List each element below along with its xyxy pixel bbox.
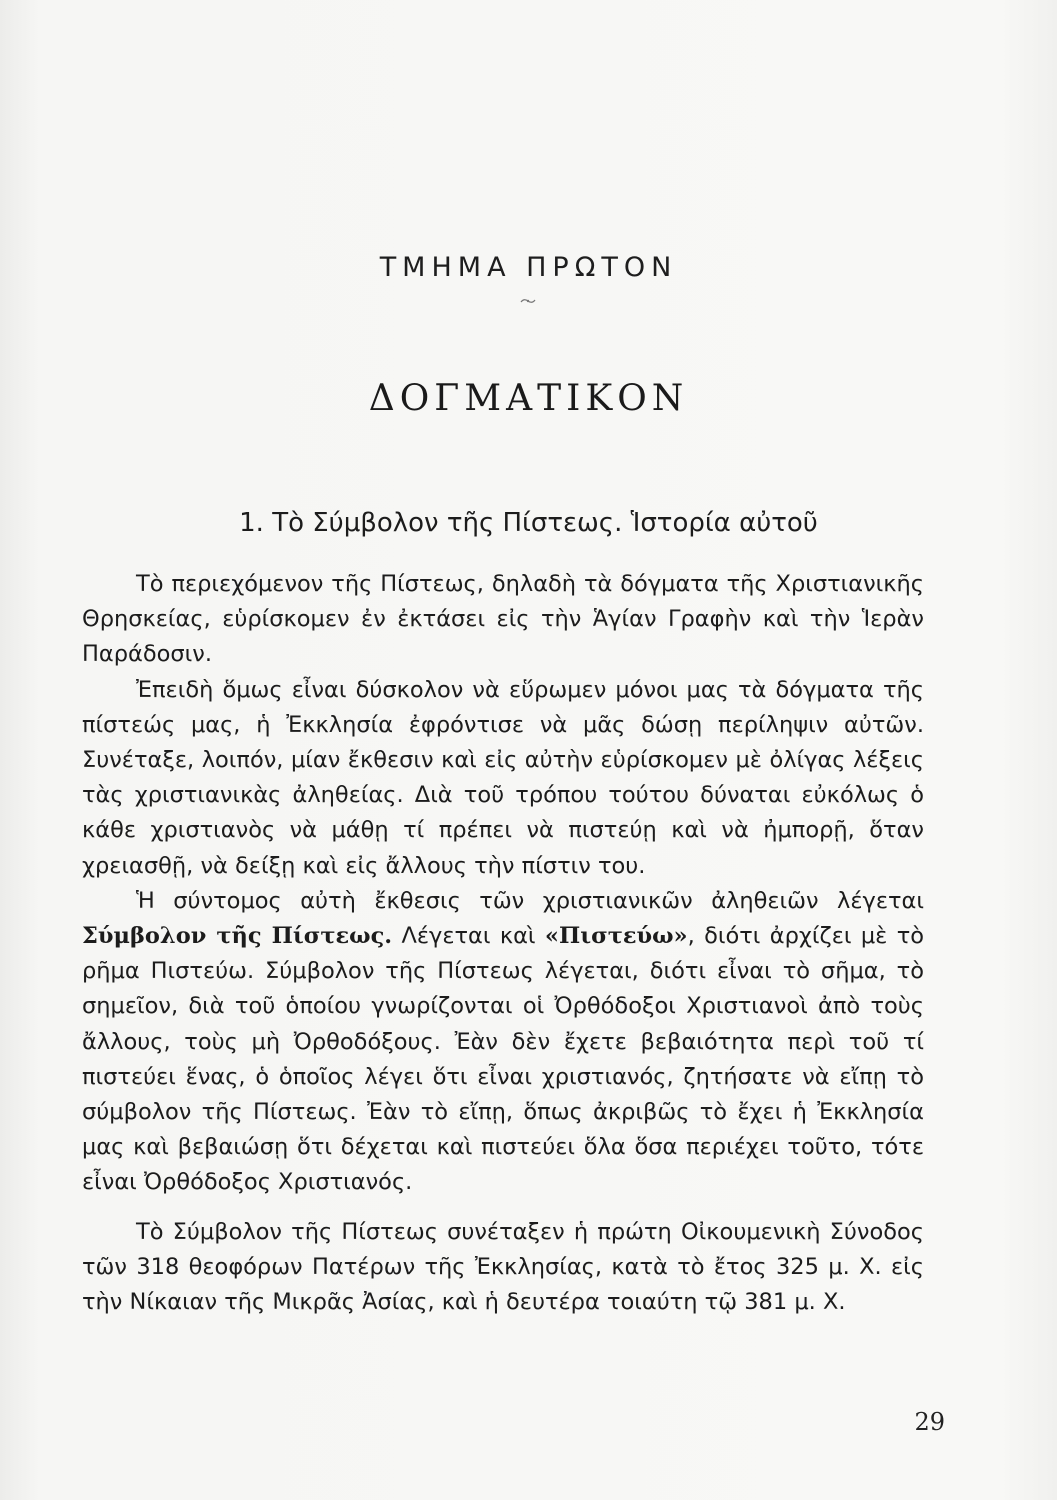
paragraph-3-mid: Λέγεται καὶ [392,923,545,950]
part-title: ΔΟΓΜΑΤΙΚΟΝ [368,378,689,419]
paragraph-3-end: , διότι ἀρχίζει μὲ τὸ ρῆμα Πιστεύω. Σύμβολον τῆς Πίστεως λέγεται, διότι εἶναι τὸ σῆμα, τὸ σημεῖον, διὰ τοῦ ὁποίου γνωρίζονται οἱ Ὀρθόδοξοι Χριστιανοὶ ἀπὸ τοὺς ἄλλους, τοὺς μὴ Ὀρθοδόξους. Ἐὰν δὲν ἔχετε βεβαιότητα περὶ τοῦ τί πιστεύει ἕνας, ὁ ὁποῖος λέγει ὅτι εἶναι χριστιανός, ζητήσατε νὰ εἴπῃ τὸ σύμβολον τῆς Πίστεως. Ἐὰν τὸ εἴπῃ, ὅπως ἀκριβῶς τὸ ἔχει ἡ Ἐκκλησία μας καὶ βεβαιώσῃ ὅτι δέχεται καὶ πιστεύει ὅλα ὅσα περιέχει τοῦτο, τότε εἶναι Ὀρθόδοξος Χριστιανός. [82,923,925,1196]
chapter-title: 1. Τὸ Σύμβολον τῆς Πίστεως. Ἱστορία αὐτοῦ [239,508,818,538]
body-text [82,567,924,1320]
paragraph-3 [82,884,924,1201]
paragraph-1: Τὸ περιεχόμενον τῆς Πίστεως, δηλαδὴ τὰ δόγματα τῆς Χριστιανικῆς Θρησκείας, εὑρίσκομεν ἐν ἐκτάσει εἰς τὴν Ἁγίαν Γραφὴν καὶ τὴν Ἱερὰν Παράδοσιν. [82,571,924,668]
paragraph-4: Τὸ Σύμβολον τῆς Πίστεως συνέταξεν ἡ πρώτη Οἰκουμενικὴ Σύνοδος τῶν 318 θεοφόρων Πατέρων τῆς Ἐκκλησίας, κατὰ τὸ ἔτος 325 μ. Χ. εἰς τὴν Νίκαιαν τῆς Μικρᾶς Ἀσίας, καὶ ἡ δευτέρα τοιαύτη τῷ 381 μ. Χ. [82,1218,924,1316]
page-number: 29 [914,1408,945,1436]
term-pisteuo: «Πιστεύω» [544,923,688,950]
paragraph-3-start: Ἡ σύντομος αὐτὴ ἔκθεσις τῶν χριστιανικῶν ἀληθειῶν λέγεται [136,887,924,914]
section-label: ΤΜΗΜΑ ΠΡΩΤΟΝ [379,252,678,283]
paragraph-2: Ἐπειδὴ ὅμως εἶναι δύσκολον νὰ εὕρωμεν μόνοι μας τὰ δόγματα τῆς πίστεώς μας, ἡ Ἐκκλησία ἐφρόντισε νὰ μᾶς δώσῃ περίληψιν αὐτῶν. Συνέταξε, λοιπόν, μίαν ἔκθεσιν καὶ εἰς αὐτὴν εὑρίσκομεν μὲ ὀλίγας λέξεις τὰς χριστιανικὰς ἀληθείας. Διὰ τοῦ τρόπου τούτου δύναται εὐκόλως ὁ κάθε χριστιανὸς νὰ μάθῃ τί πρέπει νὰ πιστεύῃ καὶ νὰ ἠμπορῇ, ὅταν χρειασθῇ, νὰ δείξῃ καὶ εἰς ἄλλους τὴν πίστιν του. [82,676,924,879]
term-symbol-of-faith: Σύμβολον τῆς Πίστεως. [82,923,393,950]
ornament-icon [520,296,536,306]
